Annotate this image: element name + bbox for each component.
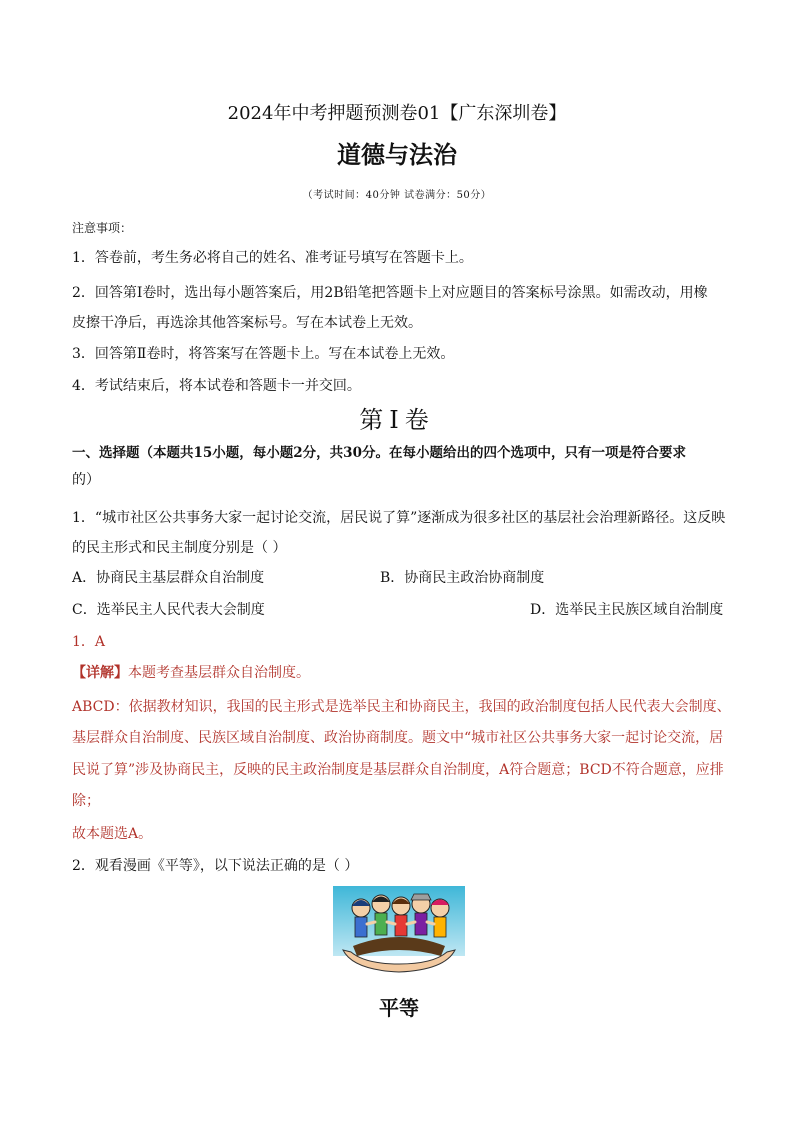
q1-option-a: A．协商民主基层群众自治制度	[72, 570, 265, 586]
section-title: 第Ⅰ卷	[359, 406, 435, 434]
note-item-3: 3．回答第Ⅱ卷时，将答案写在答题卡上。写在本试卷上无效。	[72, 346, 455, 362]
note-item-1: 1．答卷前，考生务必将自己的姓名、准考证号填写在答题卡上。	[72, 250, 473, 266]
detail-text: 本题考查基层群众自治制度。	[128, 665, 310, 681]
note-item-2-cont: 皮擦干净后，再选涂其他答案标号。写在本试卷上无效。	[72, 315, 422, 331]
time-info: （考试时间：40分钟 试卷满分：50分）	[302, 190, 492, 201]
q1-analysis-3: 民说了算”涉及协商民主，反映的民主政治制度是基层群众自治制度，A符合题意；BCD不符合题意，应排	[72, 762, 724, 778]
cartoon-equality-image	[333, 886, 465, 978]
cartoon-caption: 平等	[379, 996, 419, 1020]
q1-conclusion: 故本题选A。	[72, 826, 153, 842]
q1-detail	[72, 663, 310, 683]
q2-stem: 2．观看漫画《平等》，以下说法正确的是（ ）	[72, 858, 359, 874]
q1-option-b: B．协商民主政治协商制度	[380, 570, 545, 586]
subject-title: 道德与法治	[337, 141, 457, 169]
q1-option-c: C．选举民主人民代表大会制度	[72, 602, 265, 618]
exam-title: 2024年中考押题预测卷01【广东深圳卷】	[227, 103, 567, 124]
detail-label: 【详解】	[72, 665, 128, 681]
notes-heading: 注意事项：	[72, 221, 133, 235]
q1-stem: 1．“城市社区公共事务大家一起讨论交流，居民说了算”逐渐成为很多社区的基层社会治理新路径。这反映	[72, 510, 726, 526]
q1-analysis-4: 除；	[72, 793, 100, 809]
q1-analysis-1: ABCD：依据教材知识，我国的民主形式是选举民主和协商民主，我国的政治制度包括人民代表大会制度、	[72, 699, 731, 715]
section-instruction-cont: 的）	[72, 472, 100, 488]
q1-stem-cont: 的民主形式和民主制度分别是（ ）	[72, 540, 287, 556]
q1-analysis-2: 基层群众自治制度、民族区域自治制度、政治协商制度。题文中“城市社区公共事务大家一起讨论交流，居	[72, 730, 724, 746]
note-item-2: 2．回答第Ⅰ卷时，选出每小题答案后，用2B铅笔把答题卡上对应题目的答案标号涂黑。如需改动，用橡	[72, 285, 708, 301]
note-item-4: 4．考试结束后，将本试卷和答题卡一并交回。	[72, 378, 361, 394]
q1-option-d: D．选举民主民族区域自治制度	[530, 602, 724, 618]
section-instruction: 一、选择题（本题共15小题，每小题2分，共30分。在每小题给出的四个选项中，只有一项是符合要求	[72, 445, 686, 461]
q1-answer: 1．A	[72, 634, 106, 650]
